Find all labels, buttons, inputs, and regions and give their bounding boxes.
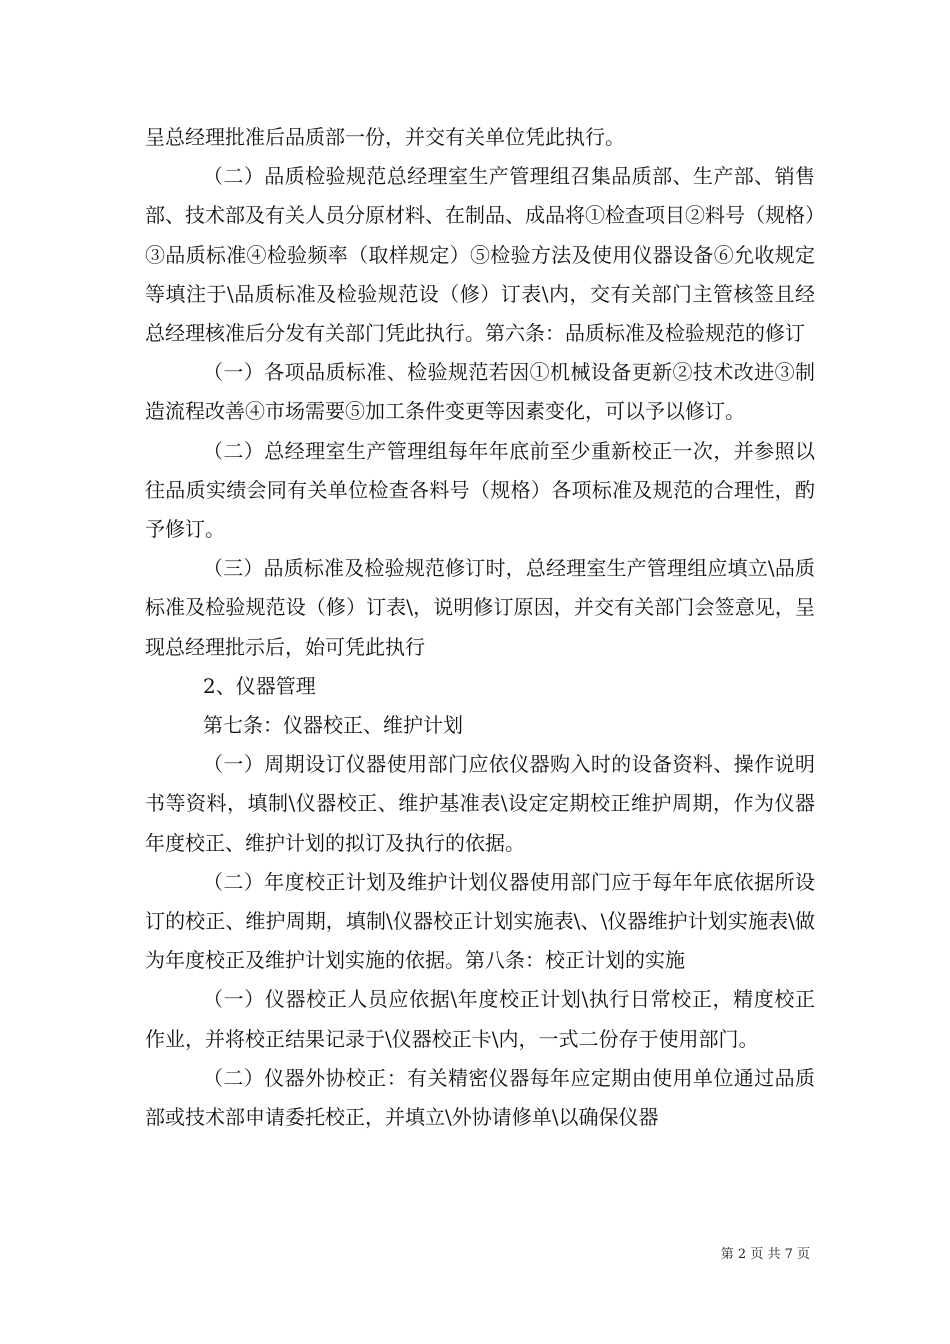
paragraph: （三）品质标准及检验规范修订时，总经理室生产管理组应填立\品质标准及检验规范设（修）订表\，说明修订原因，并交有关部门会签意见，呈现总经理批示后，始可凭此执行 — [145, 556, 815, 659]
paragraph: （一）周期设订仪器使用部门应依仪器购入时的设备资料、操作说明书等资料，填制\仪器校正、维护基准表\设定定期校正维护周期，作为仪器年度校正、维护计划的拟订及执行的依据。 — [145, 752, 815, 855]
paragraph: （二）总经理室生产管理组每年年底前至少重新校正一次，并参照以往品质实绩会同有关单位检查各料号（规格）各项标准及规范的合理性，酌予修订。 — [145, 438, 815, 542]
paragraph: （二）仪器外协校正：有关精密仪器每年应定期由使用单位通过品质部或技术部申请委托校正，并填立\外协请修单\以确保仪器 — [145, 1065, 815, 1130]
body-text — [145, 118, 815, 1137]
paragraph: 呈总经理批准后品质部一份，并交有关单位凭此执行。 — [145, 125, 625, 149]
paragraph: （一）各项品质标准、检验规范若因①机械设备更新②技术改进③制造流程改善④市场需要⑤加工条件变更等因素变化，可以予以修订。 — [145, 360, 815, 424]
page-number-footer: 第 2 页 共 7 页 — [720, 1247, 810, 1262]
paragraph: （二）品质检验规范总经理室生产管理组召集品质部、生产部、销售部、技术部及有关人员分原材料、在制品、成品将①检查项目②料号（规格）③品质标准④检验频率（取样规定）⑤检验方法及使用仪器设备⑥允收规定等填注于\品质标准及检验规范设（修）订表\内，交有关部门主管核签且经总经理核准后分发有关部门凭此执行。第六条：品质标准及检验规范的修订 — [145, 164, 815, 346]
section-heading: 2、仪器管理 — [203, 673, 316, 698]
paragraph: （二）年度校正计划及维护计划仪器使用部门应于每年年底依据所设订的校正、维护周期，填制\仪器校正计划实施表\、\仪器维护计划实施表\做为年度校正及维护计划实施的依据。第八条：校正计划的实施 — [145, 869, 815, 973]
paragraph: （一）仪器校正人员应依据\年度校正计划\执行日常校正，精度校正作业，并将校正结果记录于\仪器校正卡\内，一式二份存于使用部门。 — [145, 987, 815, 1051]
article-heading: 第七条：仪器校正、维护计划 — [203, 713, 463, 738]
